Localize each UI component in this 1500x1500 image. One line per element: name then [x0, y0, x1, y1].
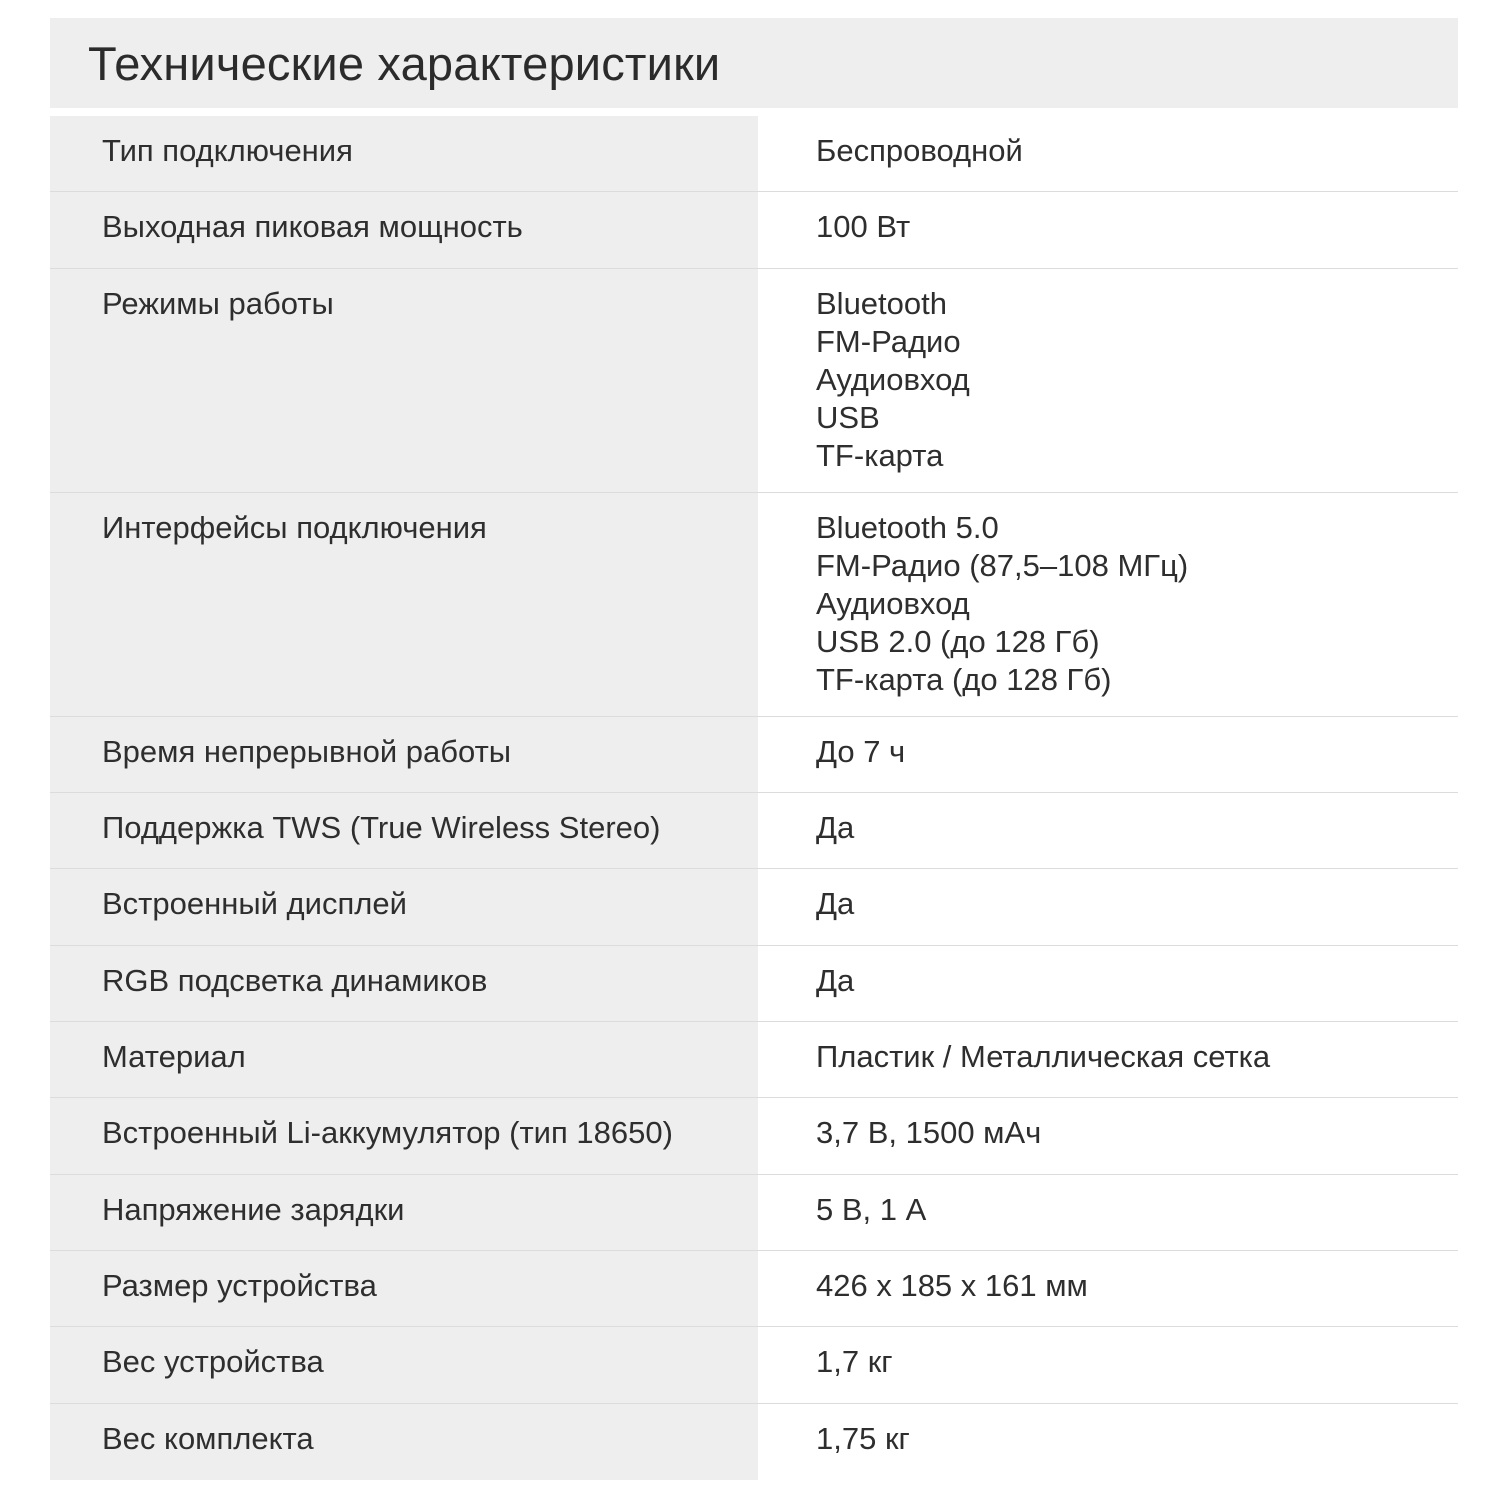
spec-value-line: FM-Радио (87,5–108 МГц): [816, 547, 1189, 583]
spec-value-line: Да: [816, 962, 855, 998]
spec-value-line: Bluetooth: [816, 285, 947, 321]
spec-value-line: USB: [816, 399, 880, 435]
spec-value-line: До 7 ч: [816, 733, 906, 769]
spec-label: Размер устройства: [50, 1251, 758, 1326]
spec-row: [50, 116, 1458, 192]
spec-row: [50, 269, 1458, 493]
spec-value: [758, 793, 1458, 868]
spec-row: [50, 1404, 1458, 1480]
spec-label: Встроенный Li-аккумулятор (тип 18650): [50, 1098, 758, 1173]
spec-value-line: 5 В, 1 А: [816, 1191, 927, 1227]
spec-value-line: TF-карта (до 128 Гб): [816, 661, 1112, 697]
page-title: Технические характеристики: [88, 36, 721, 90]
spec-label: Вес устройства: [50, 1327, 758, 1402]
spec-value: [758, 116, 1458, 191]
spec-label: Интерфейсы подключения: [50, 493, 758, 716]
spec-sheet: [50, 18, 1458, 1480]
spec-row: [50, 869, 1458, 945]
spec-value-line: Аудиовход: [816, 361, 970, 397]
spec-label: Вес комплекта: [50, 1404, 758, 1480]
spec-label: Напряжение зарядки: [50, 1175, 758, 1250]
spec-table: [50, 116, 1458, 1480]
spec-label: Выходная пиковая мощность: [50, 192, 758, 267]
spec-value-line: 1,7 кг: [816, 1344, 893, 1380]
spec-value-line: 3,7 В, 1500 мАч: [816, 1115, 1042, 1151]
spec-value-line: 426 x 185 x 161 мм: [816, 1267, 1088, 1303]
spec-label: Поддержка TWS (True Wireless Stereo): [50, 793, 758, 868]
spec-value-line: FM-Радио: [816, 323, 961, 359]
spec-value: [758, 1022, 1458, 1097]
spec-value-line: Да: [816, 886, 855, 922]
spec-row: [50, 946, 1458, 1022]
spec-label: RGB подсветка динамиков: [50, 946, 758, 1021]
spec-row: [50, 717, 1458, 793]
spec-value: [758, 1251, 1458, 1326]
spec-row: [50, 793, 1458, 869]
spec-row: [50, 1327, 1458, 1403]
spec-value: [758, 946, 1458, 1021]
title-bar: [50, 18, 1458, 108]
spec-value-line: Аудиовход: [816, 585, 970, 621]
spec-value-line: Пластик / Металлическая сетка: [816, 1038, 1271, 1074]
spec-value: [758, 269, 1458, 492]
spec-row: [50, 1251, 1458, 1327]
spec-value: [758, 1098, 1458, 1173]
spec-label: Тип подключения: [50, 116, 758, 191]
spec-value: [758, 717, 1458, 792]
spec-label: Материал: [50, 1022, 758, 1097]
spec-value-line: Беспроводной: [816, 133, 1023, 168]
spec-label: Встроенный дисплей: [50, 869, 758, 944]
spec-label: Режимы работы: [50, 269, 758, 492]
spec-row: [50, 1098, 1458, 1174]
spec-value-line: TF-карта: [816, 437, 944, 473]
spec-value: [758, 1327, 1458, 1402]
spec-value-line: Bluetooth 5.0: [816, 509, 999, 545]
spec-row: [50, 1175, 1458, 1251]
spec-value-line: 1,75 кг: [816, 1420, 910, 1456]
spec-value-line: 100 Вт: [816, 209, 911, 245]
spec-value: [758, 192, 1458, 267]
spec-value-line: USB 2.0 (до 128 Гб): [816, 623, 1100, 659]
spec-value: [758, 1404, 1458, 1480]
spec-row: [50, 493, 1458, 717]
spec-row: [50, 1022, 1458, 1098]
spec-value: [758, 1175, 1458, 1250]
spec-value: [758, 493, 1458, 716]
spec-value-line: Да: [816, 809, 855, 845]
spec-label: Время непрерывной работы: [50, 717, 758, 792]
spec-value: [758, 869, 1458, 944]
spec-row: [50, 192, 1458, 268]
